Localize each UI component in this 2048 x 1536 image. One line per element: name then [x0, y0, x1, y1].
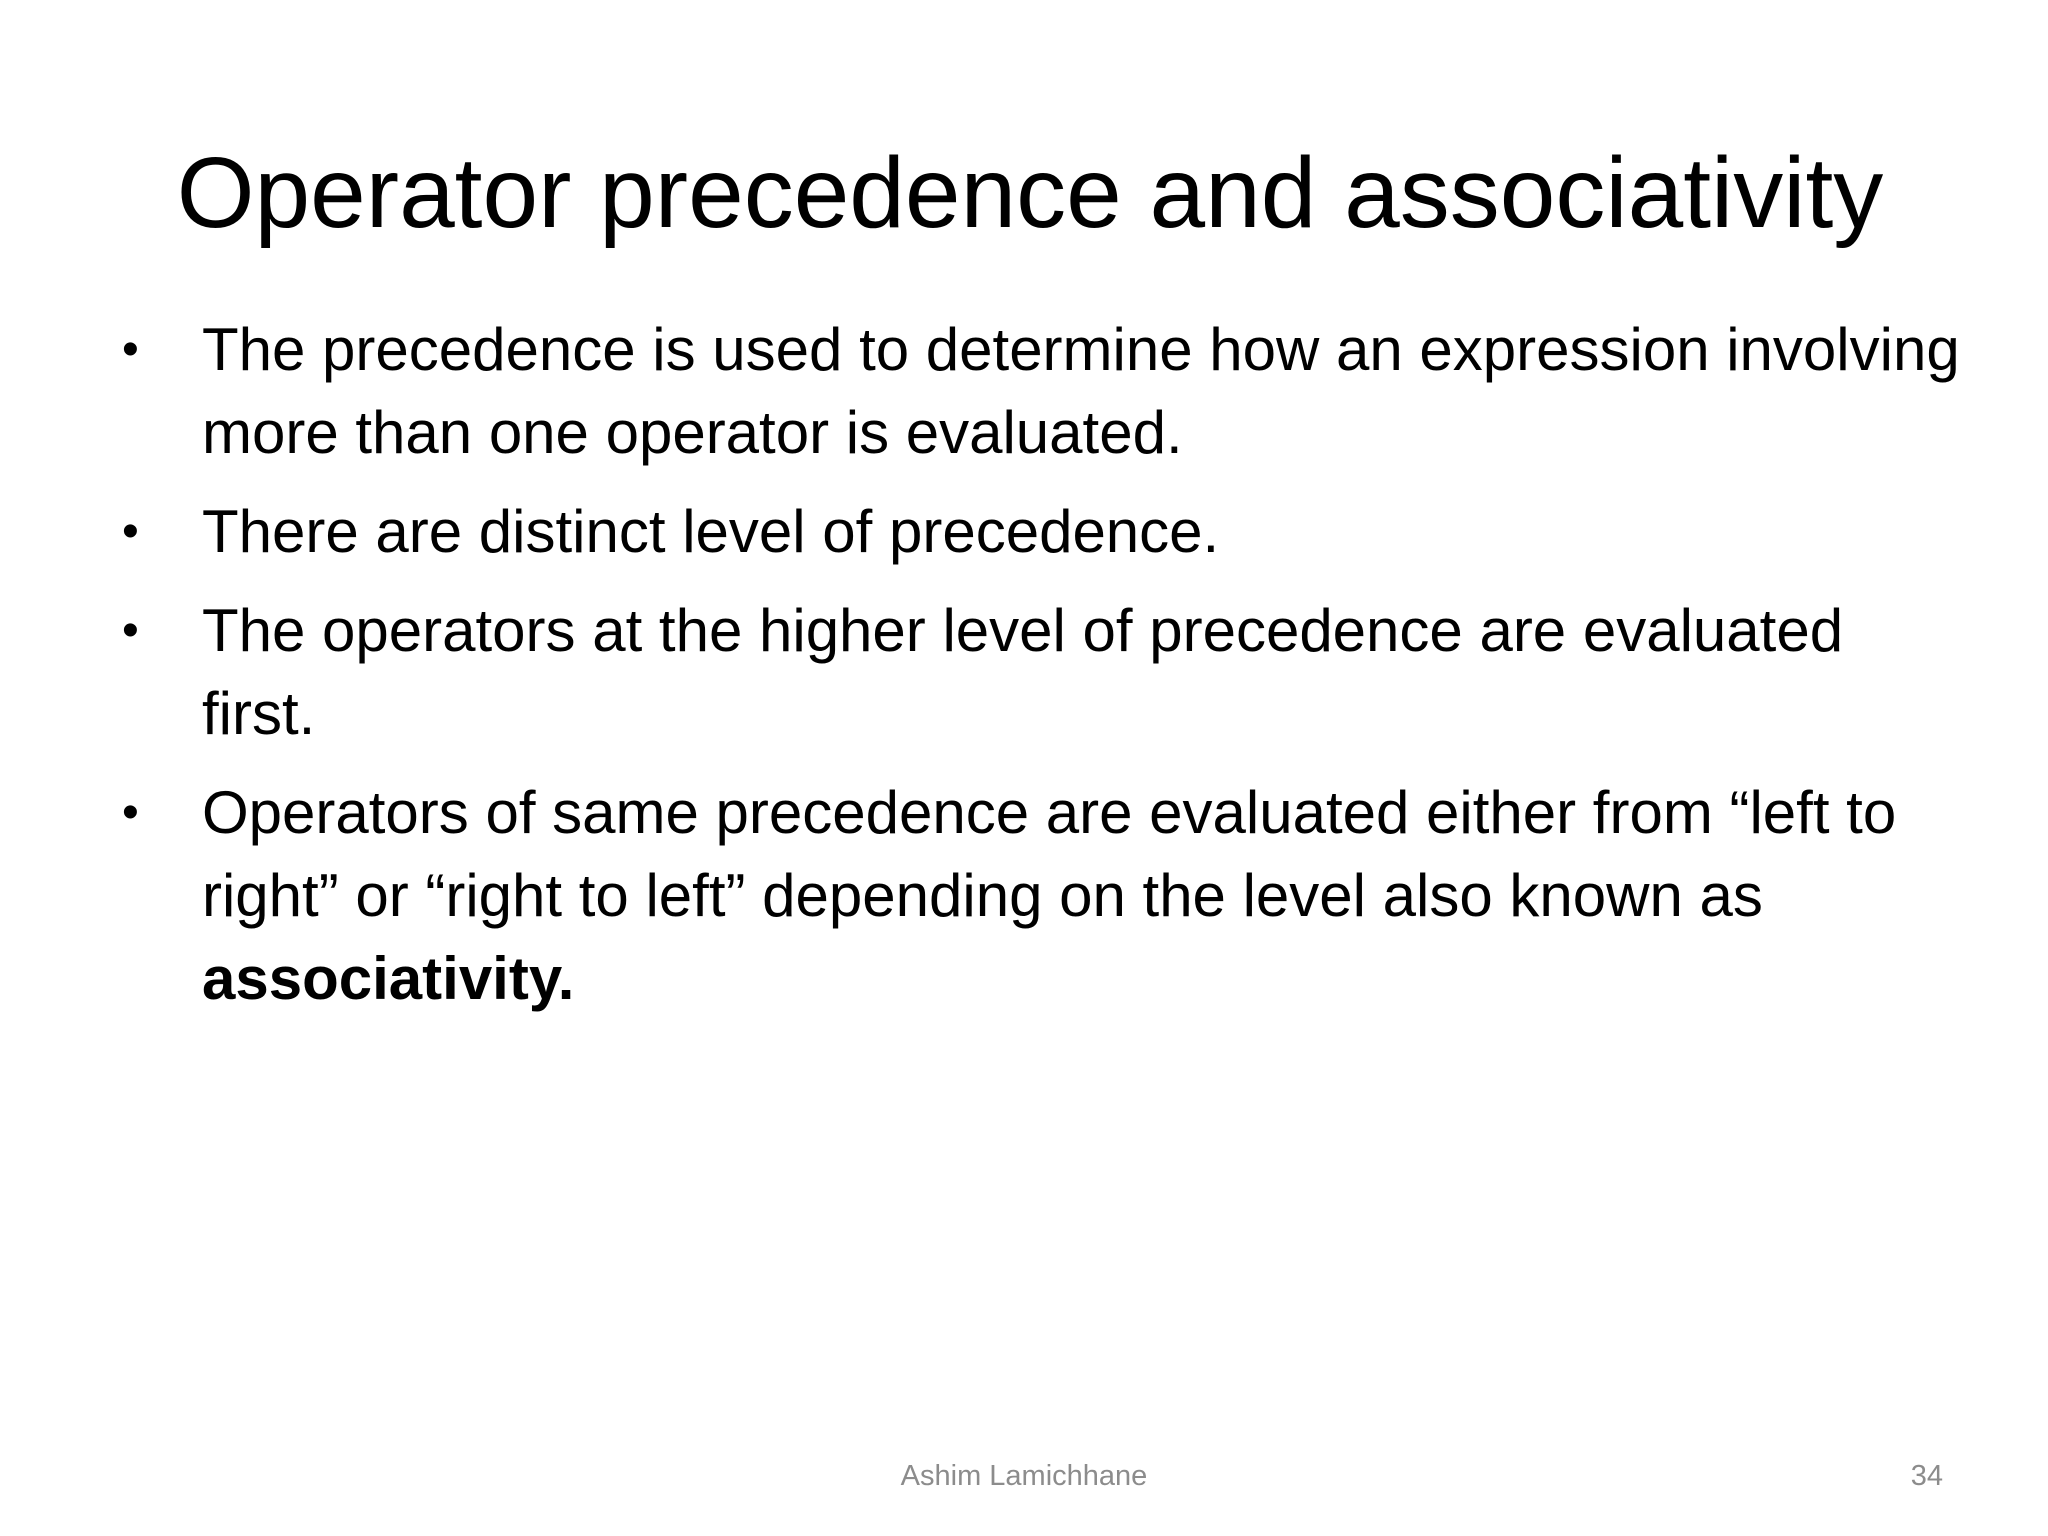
- bullet-text: There are distinct level of precedence.: [202, 498, 1220, 565]
- bullet-icon: •: [122, 786, 139, 839]
- list-item: [122, 308, 1962, 474]
- footer-author: Ashim Lamichhane: [900, 1460, 1148, 1492]
- bullet-text: The precedence is used to determine how an expression involving more than one operator is evaluated.: [202, 316, 1960, 466]
- list-item: [122, 490, 1962, 573]
- bullet-icon: •: [122, 505, 139, 558]
- bullet-text: The operators at the higher level of precedence are evaluated first.: [202, 597, 1844, 747]
- bullet-list: [122, 308, 1962, 1036]
- bullet-text-bold: associativity.: [202, 945, 575, 1012]
- bullet-icon: •: [122, 604, 139, 657]
- bullet-text-plain: Operators of same precedence are evaluated either from “left to right” or “right to left” depending on the level also known as: [202, 779, 1897, 929]
- bullet-icon: •: [122, 323, 139, 376]
- bullet-text: [202, 779, 1896, 1012]
- list-item: [122, 589, 1962, 755]
- list-item: [122, 771, 1962, 1020]
- page-number: 34: [1910, 1460, 1943, 1492]
- slide-title: Operator precedence and associativity: [176, 137, 1884, 249]
